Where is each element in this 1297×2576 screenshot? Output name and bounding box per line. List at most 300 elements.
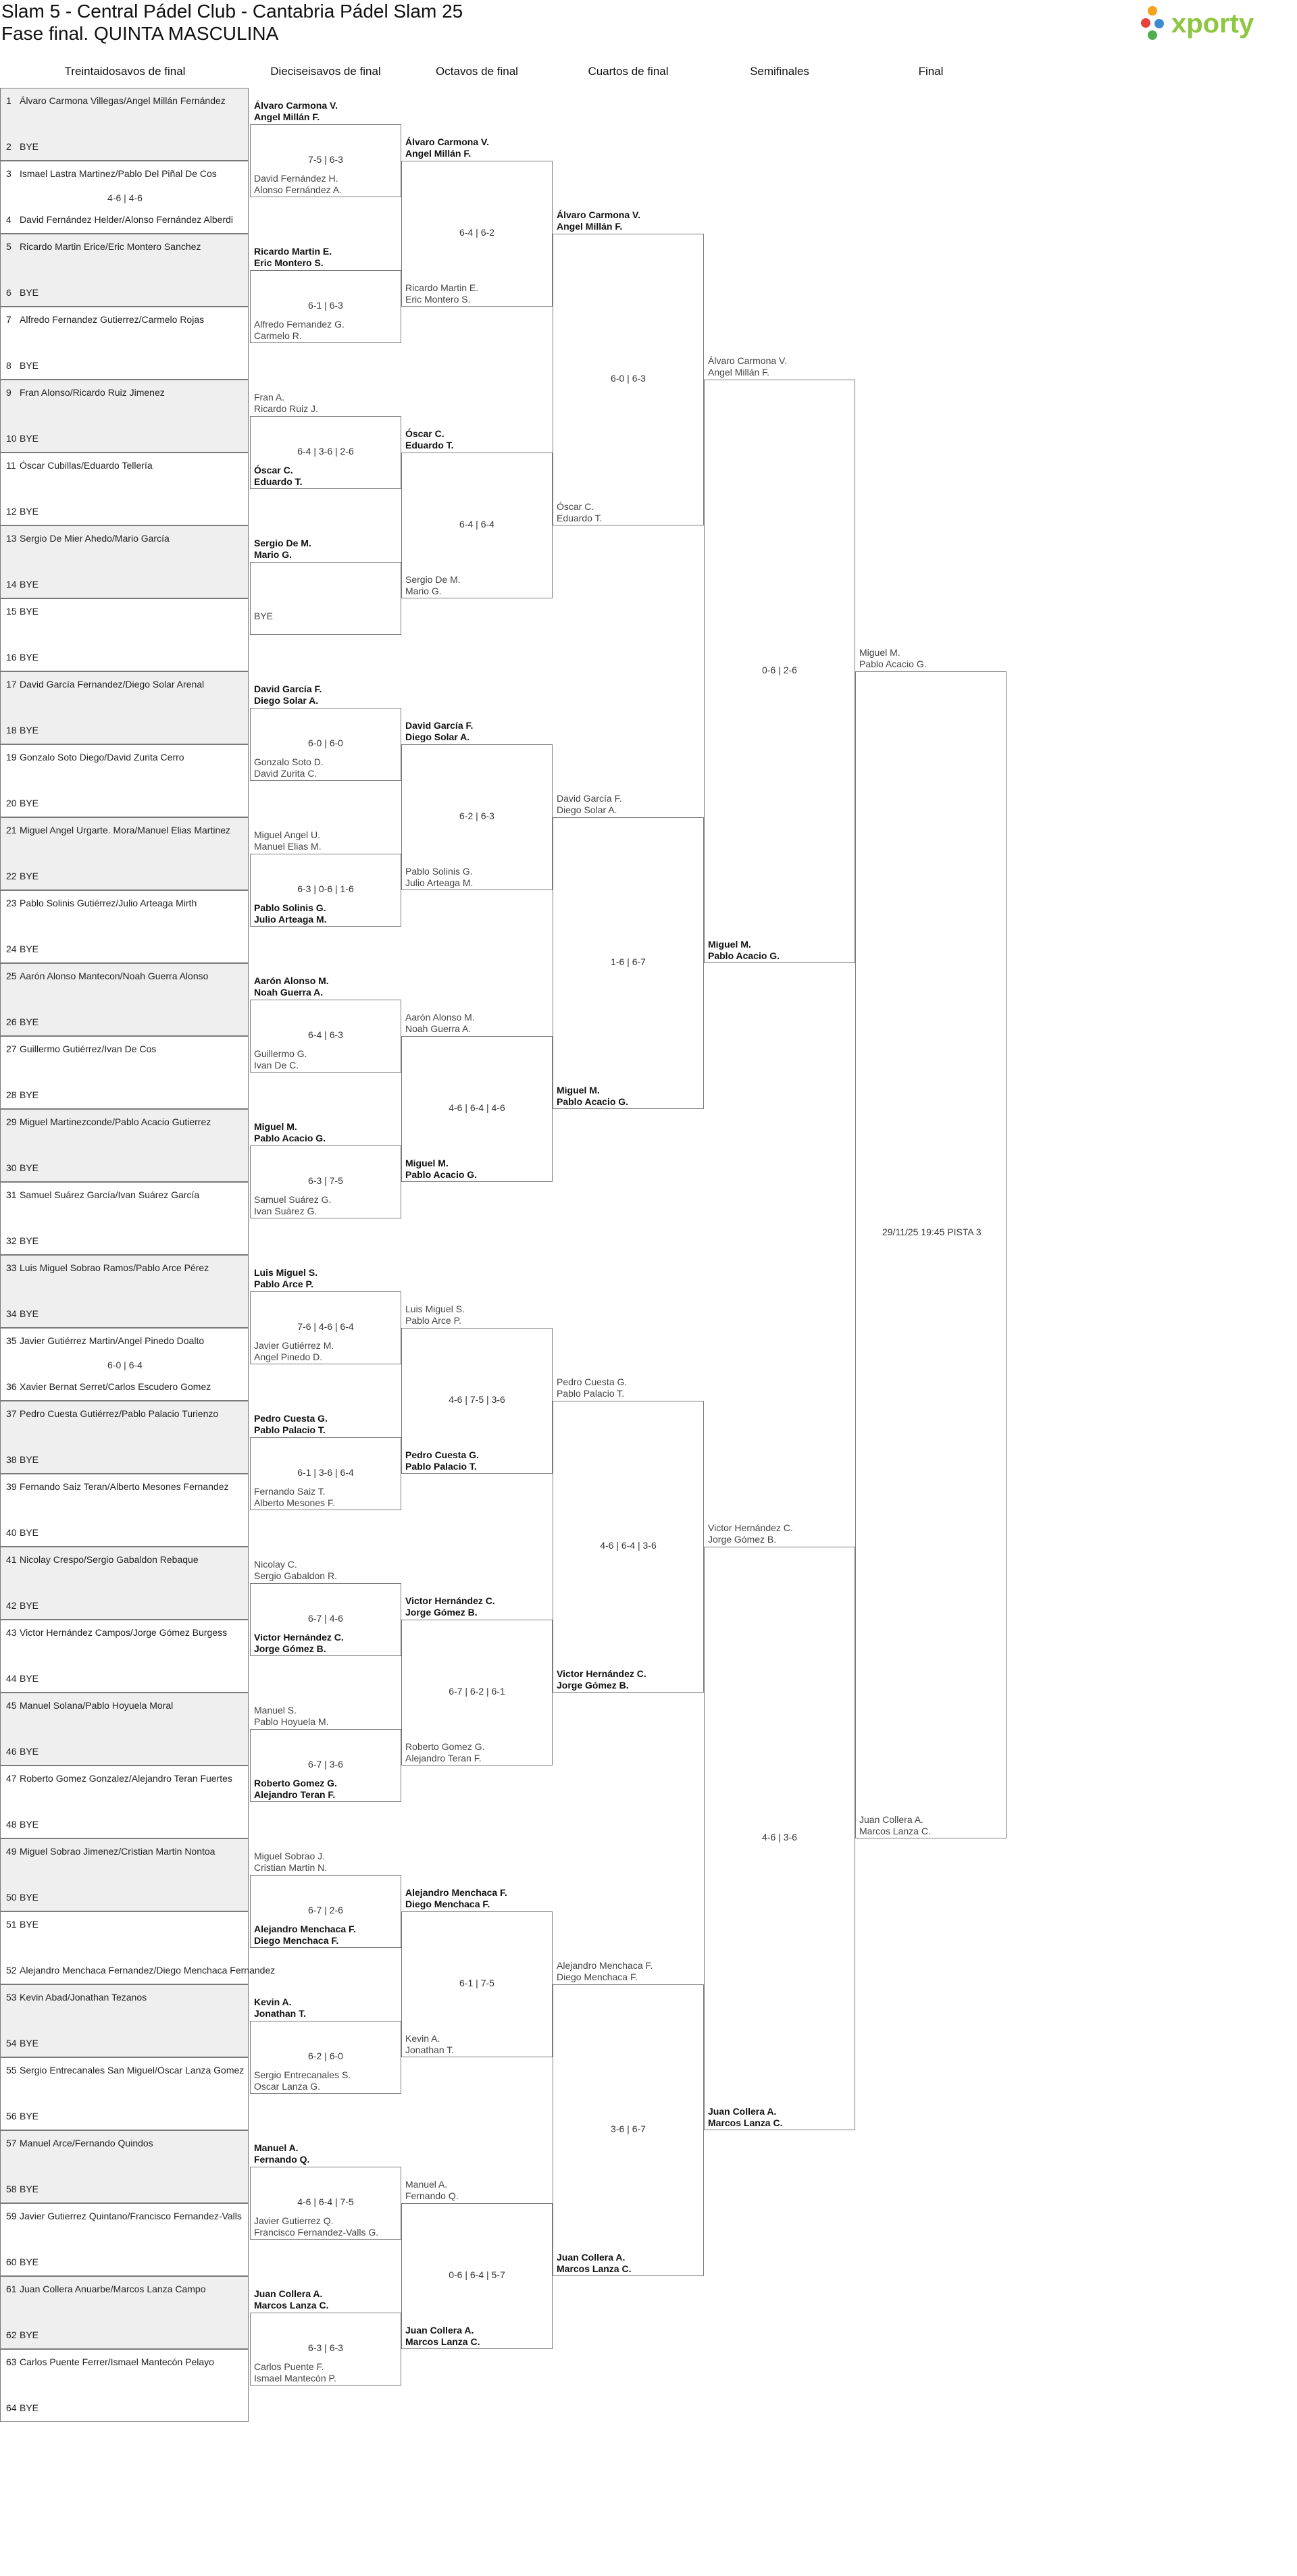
seed-number: 19 <box>6 752 17 763</box>
r64-entry[interactable] <box>6 1262 209 1273</box>
seed-number: 4 <box>6 214 11 225</box>
r64-entry[interactable] <box>6 2329 39 2340</box>
seed-number: 5 <box>6 241 11 252</box>
team-name: BYE <box>20 944 39 954</box>
seed-number: 31 <box>6 1189 17 1200</box>
r32-team-top[interactable]: Kevin A. Jonathan T. <box>254 1997 307 2019</box>
r16-team-bottom[interactable]: Pablo Solinis G. Julio Arteaga M. <box>405 866 474 888</box>
r64-match <box>0 1401 249 1474</box>
seed-number: 16 <box>6 652 17 663</box>
r64-entry[interactable] <box>6 871 39 881</box>
seed-number: 30 <box>6 1162 17 1173</box>
r32-team-top[interactable]: Miguel M. Pablo Acacio G. <box>254 1121 326 1143</box>
seed-number: 61 <box>6 2284 17 2294</box>
seed-number: 32 <box>6 1235 17 1246</box>
seed-number: 62 <box>6 2329 17 2340</box>
team-name: BYE <box>20 2111 39 2121</box>
team-name: Samuel Suárez García/Ivan Suárez García <box>20 1189 200 1200</box>
r64-entry[interactable] <box>6 287 39 298</box>
team-name: Ricardo Martin Erice/Eric Montero Sanchez <box>20 241 201 252</box>
r64-match <box>0 161 249 234</box>
seed-number: 42 <box>6 1600 17 1611</box>
r64-score: 4-6 | 4-6 <box>107 192 143 203</box>
seed-number: 40 <box>6 1527 17 1538</box>
qf-score: 1-6 | 6-7 <box>611 956 646 967</box>
team-name: Gonzalo Soto Diego/David Zurita Cerro <box>20 752 184 763</box>
r64-entry[interactable] <box>6 971 208 981</box>
sf-team-top[interactable]: Álvaro Carmona V. Angel Millán F. <box>708 355 787 378</box>
team-name: Xavier Bernat Serret/Carlos Escudero Gomez <box>20 1381 211 1392</box>
r64-entry[interactable] <box>6 1162 39 1173</box>
r64-match <box>0 307 249 380</box>
seed-number: 33 <box>6 1262 17 1273</box>
team-name: Nicolay Crespo/Sergio Gabaldon Rebaque <box>20 1554 199 1565</box>
r64-entry[interactable] <box>6 1600 39 1611</box>
sf-team-bottom[interactable]: Miguel M. Pablo Acacio G. <box>708 939 780 961</box>
r64-entry[interactable] <box>6 314 204 325</box>
round-header-final: Final <box>918 65 944 78</box>
r64-entry[interactable] <box>6 2211 242 2221</box>
team-name: Álvaro Carmona Villegas/Angel Millán Fernández <box>20 95 226 106</box>
qf-team-bottom[interactable]: Óscar C. Eduardo T. <box>557 501 603 523</box>
seed-number: 44 <box>6 1673 17 1684</box>
logo-dot <box>1148 6 1157 16</box>
r32-team-top[interactable]: Miguel Sobrao J. Cristian Martin N. <box>254 1851 328 1873</box>
r64-match <box>0 234 249 307</box>
team-name: BYE <box>20 579 39 590</box>
team-name: Sergio Entrecanales San Miguel/Oscar Lanza Gomez <box>20 2065 245 2076</box>
qf-team-bottom[interactable]: Juan Collera A. Marcos Lanza C. <box>557 2252 632 2274</box>
r64-match <box>0 1766 249 1838</box>
r32-team-top[interactable]: David García F. Diego Solar A. <box>254 684 322 706</box>
r64-entry[interactable] <box>6 1381 211 1392</box>
r64-entry[interactable] <box>6 1044 156 1054</box>
r64-match <box>0 817 249 890</box>
r32-team-bottom[interactable]: David Fernández H. Alonso Fernández A. <box>254 173 342 195</box>
team-name: BYE <box>20 1527 39 1538</box>
team-name: BYE <box>20 506 39 517</box>
r64-entry[interactable] <box>6 652 39 663</box>
team-name: BYE <box>20 2257 39 2267</box>
r64-entry[interactable] <box>6 1481 228 1492</box>
team-name: BYE <box>20 1308 39 1319</box>
r64-entry[interactable] <box>6 825 230 835</box>
r64-match <box>0 2130 249 2203</box>
r16-score: 6-7 | 6-2 | 6-1 <box>449 1686 505 1697</box>
seed-number: 34 <box>6 1308 17 1319</box>
r64-entry[interactable] <box>6 1554 199 1565</box>
r64-entry[interactable] <box>6 241 201 252</box>
r64-match <box>0 1984 249 2057</box>
round-header-sf: Semifinales <box>750 65 809 78</box>
r32-team-bottom[interactable]: BYE <box>254 611 274 621</box>
r64-entry[interactable] <box>6 2402 39 2413</box>
r64-entry[interactable] <box>6 1016 39 1027</box>
team-name: BYE <box>20 1600 39 1611</box>
seed-number: 48 <box>6 1819 17 1830</box>
r64-match <box>0 1328 249 1401</box>
logo-dot <box>1141 18 1150 28</box>
seed-number: 51 <box>6 1919 17 1930</box>
team-name: BYE <box>20 1919 39 1930</box>
r64-match <box>0 598 249 671</box>
team-name: BYE <box>20 1819 39 1830</box>
r32-score: 6-1 | 3-6 | 6-4 <box>297 1467 354 1478</box>
team-name: BYE <box>20 606 39 617</box>
r64-match <box>0 1474 249 1547</box>
r32-team-top[interactable]: Ricardo Martin E. Eric Montero S. <box>254 246 332 268</box>
r64-entry[interactable] <box>6 1965 275 1976</box>
r64-entry[interactable] <box>6 1919 39 1930</box>
r64-match <box>0 1693 249 1766</box>
r64-entry[interactable] <box>6 2356 214 2367</box>
team-name: Aarón Alonso Mantecon/Noah Guerra Alonso <box>20 971 209 981</box>
r64-entry[interactable] <box>6 1527 39 1538</box>
r64-entry[interactable] <box>6 1454 39 1465</box>
seed-number: 1 <box>6 95 11 106</box>
seed-number: 39 <box>6 1481 17 1492</box>
team-name: BYE <box>20 652 39 663</box>
r64-entry[interactable] <box>6 1116 211 1127</box>
r32-team-bottom[interactable]: Victor Hernández C. Jorge Gómez B. <box>254 1632 344 1654</box>
seed-number: 52 <box>6 1965 17 1976</box>
r32-score: 6-0 | 6-0 <box>308 738 343 748</box>
r64-match <box>0 2057 249 2130</box>
team-name: Alfredo Fernandez Gutierrez/Carmelo Rojas <box>20 314 205 325</box>
r32-team-top[interactable]: Álvaro Carmona V. Angel Millán F. <box>254 100 338 122</box>
seed-number: 43 <box>6 1627 17 1638</box>
seed-number: 28 <box>6 1089 17 1100</box>
page-subtitle: Fase final. QUINTA MASCULINA <box>1 23 279 44</box>
team-name: Javier Gutierrez Quintano/Francisco Fernandez-Valls <box>20 2211 242 2221</box>
r16-team-bottom[interactable]: Juan Collera A. Marcos Lanza C. <box>405 2325 480 2347</box>
r32-team-bottom[interactable]: Carlos Puente F. Ismael Mantecón P. <box>254 2361 336 2384</box>
team-name: BYE <box>20 725 39 736</box>
xporty-logo[interactable] <box>1140 3 1297 43</box>
seed-number: 45 <box>6 1700 17 1711</box>
r32-team-bottom[interactable]: Gonzalo Soto D. David Zurita C. <box>254 756 324 779</box>
r32-score: 6-7 | 3-6 <box>308 1759 343 1770</box>
r32-team-bottom[interactable]: Roberto Gomez G. Alejandro Teran F. <box>254 1778 337 1800</box>
r16-team-top[interactable]: Óscar C. Eduardo T. <box>405 428 454 450</box>
seed-number: 12 <box>6 506 17 517</box>
r32-team-bottom[interactable]: Pablo Solinis G. Julio Arteaga M. <box>254 902 327 925</box>
round-header-r16: Octavos de final <box>436 65 518 78</box>
r64-entry[interactable] <box>6 2111 39 2121</box>
r16-score: 6-4 | 6-4 <box>459 519 494 530</box>
team-name: BYE <box>20 871 39 881</box>
seed-number: 50 <box>6 1892 17 1903</box>
r32-team-top[interactable]: Aarón Alonso M. Noah Guerra A. <box>254 975 329 998</box>
qf-team-top[interactable]: Pedro Cuesta G. Pablo Palacio T. <box>557 1376 628 1399</box>
final-team-bottom[interactable]: Juan Collera A. Marcos Lanza C. <box>859 1814 931 1836</box>
r32-match <box>250 562 401 635</box>
r64-entry[interactable] <box>6 506 39 517</box>
qf-team-top[interactable]: Álvaro Carmona V. Angel Millán F. <box>557 209 640 232</box>
r16-team-top[interactable]: David García F. Diego Solar A. <box>405 720 474 742</box>
logo-dot <box>1154 19 1164 28</box>
team-name: Ismael Lastra Martinez/Pablo Del Piñal De Cos <box>20 168 217 179</box>
r64-entry[interactable] <box>6 141 39 152</box>
r64-entry[interactable] <box>6 1892 39 1903</box>
team-name: Luis Miguel Sobrao Ramos/Pablo Arce Pérez <box>20 1262 209 1273</box>
team-name: BYE <box>20 1746 39 1757</box>
team-name: Kevin Abad/Jonathan Tezanos <box>20 1992 147 2003</box>
r32-score: 6-1 | 6-3 <box>308 300 343 311</box>
r64-entry[interactable] <box>6 1089 39 1100</box>
team-name: BYE <box>20 1454 39 1465</box>
r64-match <box>0 1911 276 1984</box>
r32-team-top[interactable]: Sergio De M. Mario G. <box>254 538 311 560</box>
seed-number: 14 <box>6 579 17 590</box>
r32-team-bottom[interactable]: Javier Gutierrez Q. Francisco Fernandez-Valls G. <box>254 2215 379 2238</box>
r64-entry[interactable] <box>6 214 233 225</box>
r16-score: 4-6 | 7-5 | 3-6 <box>449 1394 505 1405</box>
r64-match <box>0 1838 249 1911</box>
r32-team-bottom[interactable]: Samuel Suárez G. Ivan Suárez G. <box>254 1194 332 1216</box>
r64-entry[interactable] <box>6 95 226 106</box>
seed-number: 21 <box>6 825 17 835</box>
r64-entry[interactable] <box>6 1627 227 1638</box>
seed-number: 47 <box>6 1773 17 1784</box>
r64-entry[interactable] <box>6 1992 147 2003</box>
team-name: Sergio De Mier Ahedo/Mario García <box>20 533 170 544</box>
r64-entry[interactable] <box>6 1189 199 1200</box>
r16-team-top[interactable]: Alejandro Menchaca F. Diego Menchaca F. <box>405 1887 507 1909</box>
r32-team-bottom[interactable]: Sergio Entrecanales S. Oscar Lanza G. <box>254 2069 351 2092</box>
qf-team-top[interactable]: Alejandro Menchaca F. Diego Menchaca F. <box>557 1960 653 1982</box>
team-name: Miguel Angel Urgarte. Mora/Manuel Elias Martinez <box>20 825 231 835</box>
r32-score: 6-4 | 6-3 <box>308 1029 343 1040</box>
seed-number: 15 <box>6 606 17 617</box>
qf-team-bottom[interactable]: Miguel M. Pablo Acacio G. <box>557 1085 629 1107</box>
team-name: Manuel Arce/Fernando Quindos <box>20 2138 153 2148</box>
seed-number: 54 <box>6 2038 17 2049</box>
r64-entry[interactable] <box>6 944 39 954</box>
r64-entry[interactable] <box>6 798 39 808</box>
r32-team-bottom[interactable]: Alejandro Menchaca F. Diego Menchaca F. <box>254 1924 356 1946</box>
r32-team-bottom[interactable]: Guillermo G. Ivan De C. <box>254 1048 307 1071</box>
r16-team-top[interactable]: Aarón Alonso M. Noah Guerra A. <box>405 1012 475 1034</box>
r64-entry[interactable] <box>6 725 39 736</box>
r16-team-bottom[interactable]: Kevin A. Jonathan T. <box>405 2033 455 2055</box>
r64-entry[interactable] <box>6 2138 153 2148</box>
final-team-top[interactable]: Miguel M. Pablo Acacio G. <box>859 647 927 669</box>
sf-score: 4-6 | 3-6 <box>762 1832 797 1843</box>
r16-score: 0-6 | 6-4 | 5-7 <box>449 2269 505 2280</box>
r32-score: 6-2 | 6-0 <box>308 2051 343 2061</box>
round-header-r64: Treintaidosavos de final <box>64 65 186 78</box>
team-name: BYE <box>20 433 39 444</box>
seed-number: 8 <box>6 360 11 371</box>
seed-number: 63 <box>6 2356 17 2367</box>
r64-match <box>0 671 249 744</box>
team-name: Fran Alonso/Ricardo Ruiz Jimenez <box>20 387 165 398</box>
seed-number: 27 <box>6 1044 17 1054</box>
r32-score: 7-5 | 6-3 <box>308 154 343 165</box>
team-name: Pedro Cuesta Gutiérrez/Pablo Palacio Turienzo <box>20 1408 219 1419</box>
r64-entry[interactable] <box>6 533 170 544</box>
team-name: BYE <box>20 1016 39 1027</box>
seed-number: 49 <box>6 1846 17 1857</box>
r16-team-bottom[interactable]: Ricardo Martin E. Eric Montero S. <box>405 282 479 305</box>
r64-match <box>0 1109 249 1182</box>
seed-number: 17 <box>6 679 17 690</box>
r32-team-top[interactable]: Manuel S. Pablo Hoyuela M. <box>254 1705 329 1727</box>
r16-score: 6-4 | 6-2 <box>459 227 494 238</box>
r32-score: 6-4 | 3-6 | 2-6 <box>297 446 354 457</box>
seed-number: 46 <box>6 1746 17 1757</box>
team-name: Javier Gutiérrez Martin/Angel Pinedo Doalto <box>20 1335 205 1346</box>
r64-entry[interactable] <box>6 579 39 590</box>
seed-number: 57 <box>6 2138 17 2148</box>
r64-entry[interactable] <box>6 1235 39 1246</box>
seed-number: 2 <box>6 141 11 152</box>
r16-team-bottom[interactable]: Roberto Gomez G. Alejandro Teran F. <box>405 1741 485 1763</box>
r16-team-bottom[interactable]: Sergio De M. Mario G. <box>405 574 461 596</box>
r16-team-top[interactable]: Manuel A. Fernando Q. <box>405 2179 459 2201</box>
r64-match <box>0 1036 249 1109</box>
seed-number: 37 <box>6 1408 17 1419</box>
r32-team-top[interactable]: Pedro Cuesta G. Pablo Palacio T. <box>254 1413 328 1435</box>
r16-team-top[interactable]: Luis Miguel S. Pablo Arce P. <box>405 1304 465 1326</box>
qf-team-bottom[interactable]: Victor Hernández C. Jorge Gómez B. <box>557 1668 646 1691</box>
qf-team-top[interactable]: David García F. Diego Solar A. <box>557 793 622 815</box>
seed-number: 23 <box>6 898 17 908</box>
r32-team-top[interactable]: Manuel A. Fernando Q. <box>254 2142 310 2165</box>
sf-team-top[interactable]: Victor Hernández C. Jorge Gómez B. <box>708 1522 793 1545</box>
r32-team-top[interactable]: Juan Collera A. Marcos Lanza C. <box>254 2288 329 2311</box>
r64-entry[interactable] <box>6 1335 204 1346</box>
qf-score: 6-0 | 6-3 <box>611 373 646 384</box>
r64-match <box>0 2349 249 2422</box>
r32-team-bottom[interactable]: Óscar C. Eduardo T. <box>254 465 303 487</box>
r64-entry[interactable] <box>6 387 165 398</box>
r32-team-top[interactable]: Miguel Angel U. Manuel Elias M. <box>254 829 322 852</box>
r32-team-top[interactable]: Fran A. Ricardo Ruiz J. <box>254 392 318 414</box>
seed-number: 36 <box>6 1381 17 1392</box>
r64-entry[interactable] <box>6 679 204 690</box>
r64-entry[interactable] <box>6 460 153 471</box>
sf-score: 0-6 | 2-6 <box>762 665 797 675</box>
seed-number: 22 <box>6 871 17 881</box>
r64-entry[interactable] <box>6 433 39 444</box>
r32-team-top[interactable]: Luis Miguel S. Pablo Arce P. <box>254 1267 318 1289</box>
r64-match <box>0 380 249 453</box>
r32-score: 4-6 | 6-4 | 7-5 <box>297 2196 354 2207</box>
r64-entry[interactable] <box>6 1819 39 1830</box>
r64-entry[interactable] <box>6 752 184 763</box>
team-name: Manuel Solana/Pablo Hoyuela Moral <box>20 1700 174 1711</box>
r16-score: 6-1 | 7-5 <box>459 1978 494 1988</box>
seed-number: 60 <box>6 2257 17 2267</box>
r64-entry[interactable] <box>6 1308 39 1319</box>
r64-entry[interactable] <box>6 2065 244 2076</box>
qf-score: 3-6 | 6-7 <box>611 2123 646 2134</box>
r64-entry[interactable] <box>6 2184 39 2194</box>
seed-number: 13 <box>6 533 17 544</box>
seed-number: 29 <box>6 1116 17 1127</box>
r64-match <box>0 2276 249 2349</box>
seed-number: 9 <box>6 387 11 398</box>
team-name: BYE <box>20 1235 39 1246</box>
r32-team-bottom[interactable]: Alfredo Fernandez G. Carmelo R. <box>254 319 345 341</box>
r16-team-top[interactable]: Álvaro Carmona V. Angel Millán F. <box>405 136 489 159</box>
team-name: Roberto Gomez Gonzalez/Alejandro Teran Fuertes <box>20 1773 232 1784</box>
team-name: Juan Collera Anuarbe/Marcos Lanza Campo <box>20 2284 206 2294</box>
qf-score: 4-6 | 6-4 | 3-6 <box>600 1540 657 1551</box>
r64-entry[interactable] <box>6 2284 206 2294</box>
team-name: Miguel Martinezconde/Pablo Acacio Gutierrez <box>20 1116 211 1127</box>
r64-match <box>0 453 249 525</box>
page-title: Slam 5 - Central Pádel Club - Cantabria Pádel Slam 25 <box>1 1 463 22</box>
r16-team-top[interactable]: Victor Hernández C. Jorge Gómez B. <box>405 1595 495 1618</box>
r32-team-top[interactable]: Nicolay C. Sergio Gabaldon R. <box>254 1559 337 1581</box>
r32-team-bottom[interactable]: Fernando Saiz T. Alberto Mesones F. <box>254 1486 335 1508</box>
r64-score: 6-0 | 6-4 <box>107 1360 143 1370</box>
r16-team-bottom[interactable]: Pedro Cuesta G. Pablo Palacio T. <box>405 1449 479 1472</box>
r32-score: 7-6 | 4-6 | 6-4 <box>297 1321 354 1332</box>
team-name: Alejandro Menchaca Fernandez/Diego Menchaca Fernandez <box>20 1965 276 1976</box>
team-name: David Fernández Helder/Alonso Fernández Alberdi <box>20 214 233 225</box>
r64-entry[interactable] <box>6 898 197 908</box>
seed-number: 18 <box>6 725 17 736</box>
r32-score: 6-3 | 7-5 <box>308 1175 343 1186</box>
team-name: BYE <box>20 2184 39 2194</box>
r64-match <box>0 744 249 817</box>
r32-score: 6-7 | 2-6 <box>308 1905 343 1915</box>
round-header-qf: Cuartos de final <box>588 65 669 78</box>
r32-team-bottom[interactable]: Javier Gutiérrez M. Angel Pinedo D. <box>254 1340 334 1362</box>
r64-entry[interactable] <box>6 168 217 179</box>
seed-number: 41 <box>6 1554 17 1565</box>
r64-match <box>0 2203 249 2276</box>
seed-number: 35 <box>6 1335 17 1346</box>
team-name: Victor Hernández Campos/Jorge Gómez Burgess <box>20 1627 228 1638</box>
seed-number: 55 <box>6 2065 17 2076</box>
seed-number: 3 <box>6 168 11 179</box>
team-name: BYE <box>20 2329 39 2340</box>
r16-team-bottom[interactable]: Miguel M. Pablo Acacio G. <box>405 1158 478 1180</box>
seed-number: 20 <box>6 798 17 808</box>
seed-number: 7 <box>6 314 11 325</box>
r64-match <box>0 1620 249 1693</box>
r32-score: 6-3 | 6-3 <box>308 2342 343 2353</box>
r64-entry[interactable] <box>6 1773 232 1784</box>
r32-score: 6-7 | 4-6 <box>308 1613 343 1624</box>
final-schedule: 29/11/25 19:45 PISTA 3 <box>882 1227 982 1237</box>
seed-number: 10 <box>6 433 17 444</box>
r64-match <box>0 1255 249 1328</box>
r64-entry[interactable] <box>6 1408 218 1419</box>
team-name: Guillermo Gutiérrez/Ivan De Cos <box>20 1044 157 1054</box>
r64-entry[interactable] <box>6 2257 39 2267</box>
r64-match <box>0 890 249 963</box>
r64-entry[interactable] <box>6 1846 215 1857</box>
sf-team-bottom[interactable]: Juan Collera A. Marcos Lanza C. <box>708 2106 783 2128</box>
r64-entry[interactable] <box>6 2038 39 2049</box>
team-name: Óscar Cubillas/Eduardo Tellería <box>20 460 153 471</box>
r64-entry[interactable] <box>6 1746 39 1757</box>
seed-number: 26 <box>6 1016 17 1027</box>
r64-entry[interactable] <box>6 1673 39 1684</box>
r64-entry[interactable] <box>6 1700 173 1711</box>
team-name: BYE <box>20 287 39 298</box>
final-match <box>855 671 1007 1838</box>
r64-entry[interactable] <box>6 360 39 371</box>
r64-entry[interactable] <box>6 606 39 617</box>
seed-number: 6 <box>6 287 11 298</box>
